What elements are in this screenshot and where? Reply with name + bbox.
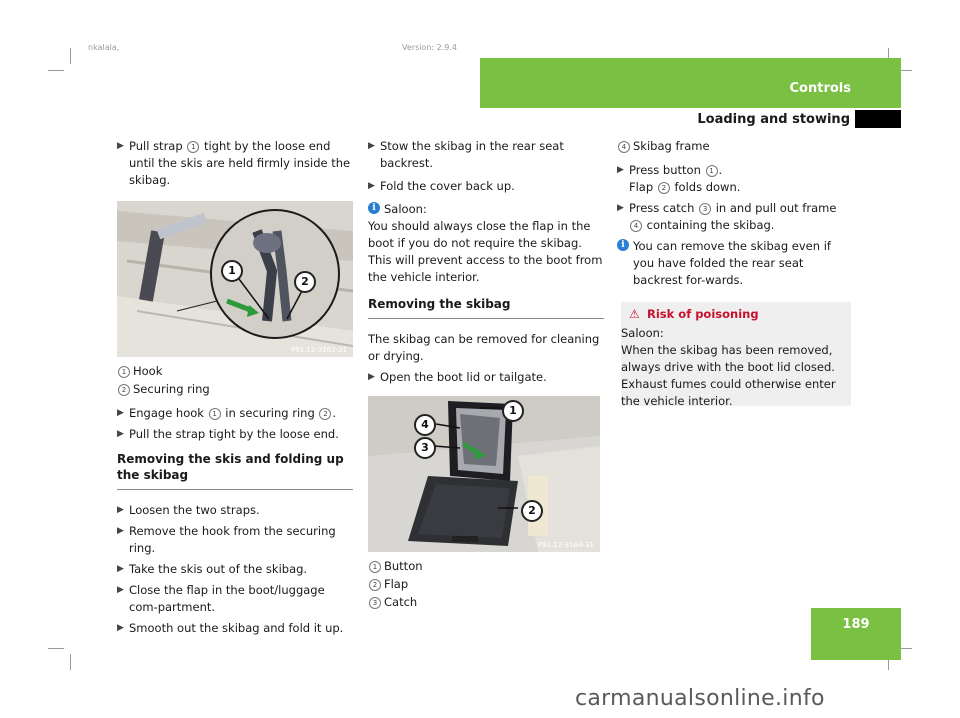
- column-3: [617, 138, 853, 293]
- column-1: [117, 138, 353, 641]
- info-icon: i: [368, 202, 380, 214]
- step-press-button: ▶ Press button 1 . Flap 2 folds down.: [617, 163, 741, 194]
- page-number: 189: [842, 617, 870, 632]
- arrow-right-icon: ▶: [117, 585, 124, 595]
- arrow-right-icon: ▶: [117, 623, 124, 633]
- step-pull-strap: ▶ Pull strap 1 tight by the loose end until the skis are held firmly inside the skibag.: [117, 139, 351, 187]
- legend-item: 2 Flap: [368, 576, 604, 593]
- photo-callout: 1: [221, 260, 243, 282]
- paragraph-removal: The skibag can be removed for cleaning or drying.: [368, 332, 600, 363]
- step-item: ▶ Remove the hook from the securing ring.: [117, 524, 336, 555]
- step-engage-hook: ▶ Engage hook 1 in securing ring 2 .: [117, 406, 337, 420]
- crop-mark: [70, 654, 71, 670]
- warning-title: ⚠ Risk of poisoning: [629, 307, 759, 321]
- crop-mark: [48, 70, 64, 71]
- crop-mark: [48, 648, 64, 649]
- info-note-backrest: i You can remove the skibag even if you have folded the rear seat backrest for-wards.: [617, 238, 853, 289]
- legend-item: 2 Securing ring: [117, 381, 353, 398]
- photo-skibag-flap: [368, 396, 600, 552]
- arrow-right-icon: ▶: [117, 526, 124, 536]
- step-pull-tight: ▶ Pull the strap tight by the loose end.: [117, 427, 339, 441]
- step-open-boot: ▶ Open the boot lid or tailgate.: [368, 370, 547, 384]
- step-item: ▶ Take the skis out of the skibag.: [117, 562, 308, 576]
- heading-removing-skibag: Removing the skibag: [368, 296, 604, 319]
- photo-callout: 3: [414, 437, 436, 459]
- photo-callout: 4: [414, 414, 436, 436]
- arrow-right-icon: ▶: [368, 372, 375, 382]
- page-number-box: [811, 608, 901, 660]
- heading-removing-skis: Removing the skis and folding up the skibag: [117, 451, 353, 490]
- step-press-catch: ▶ Press catch 3 in and pull out frame 4 containing the skibag.: [617, 201, 837, 232]
- photo-callout: 2: [294, 271, 316, 293]
- section-tab-label: Controls: [789, 81, 851, 96]
- callout-ref: 1: [187, 141, 199, 153]
- step-item: ▶ Stow the skibag in the rear seat backrest.: [368, 139, 564, 170]
- photo-skibag-flap-illustration: [368, 396, 600, 552]
- photo-code: P91.12-3163-31: [290, 346, 347, 354]
- arrow-right-icon: ▶: [617, 203, 624, 213]
- step-item: ▶ Fold the cover back up.: [368, 179, 515, 193]
- photo-callout: 1: [502, 400, 524, 422]
- column-2: [368, 138, 604, 612]
- arrow-right-icon: ▶: [117, 505, 124, 515]
- section-tab: [480, 58, 901, 108]
- crop-mark: [70, 48, 71, 64]
- info-note-saloon: i Saloon: You should always close the flap in the boot if you do not require the skibag. This will prevent access to the boot from the vehicle interior.: [368, 202, 603, 284]
- chapter-marker: [855, 110, 901, 128]
- step-item: ▶ Close the flap in the boot/luggage com-partment.: [117, 583, 325, 614]
- step-item: ▶ Smooth out the skibag and fold it up.: [117, 621, 344, 635]
- legend-item: 1 Hook: [117, 363, 353, 380]
- meta-right: Version: 2.9.4: [402, 43, 458, 52]
- meta-left: nkalala,: [88, 43, 120, 52]
- warning-box: [621, 302, 851, 406]
- arrow-right-icon: ▶: [617, 165, 624, 175]
- arrow-right-icon: ▶: [368, 141, 375, 151]
- arrow-right-icon: ▶: [117, 564, 124, 574]
- watermark: carmanualsonline.info: [575, 686, 825, 711]
- chapter-title: Loading and stowing: [697, 112, 850, 127]
- legend-item: 4 Skibag frame: [617, 138, 853, 155]
- arrow-right-icon: ▶: [117, 408, 124, 418]
- arrow-right-icon: ▶: [368, 181, 375, 191]
- photo-code: P91.12-3164-31: [537, 541, 594, 549]
- warning-body: When the skibag has been removed, always drive with the boot lid closed. Exhaust fumes could otherwise enter the vehicle interior.: [621, 343, 836, 408]
- legend-item: 1 Button: [368, 558, 604, 575]
- step-item: ▶ Loosen the two straps.: [117, 503, 260, 517]
- info-icon: i: [617, 239, 629, 251]
- warning-triangle-icon: ⚠: [629, 307, 640, 321]
- photo-skibag-hook: [117, 201, 353, 357]
- warning-line1: Saloon:: [621, 326, 664, 340]
- legend-item: 3 Catch: [368, 594, 604, 611]
- arrow-right-icon: ▶: [117, 429, 124, 439]
- photo-callout: 2: [521, 500, 543, 522]
- arrow-right-icon: ▶: [117, 141, 124, 151]
